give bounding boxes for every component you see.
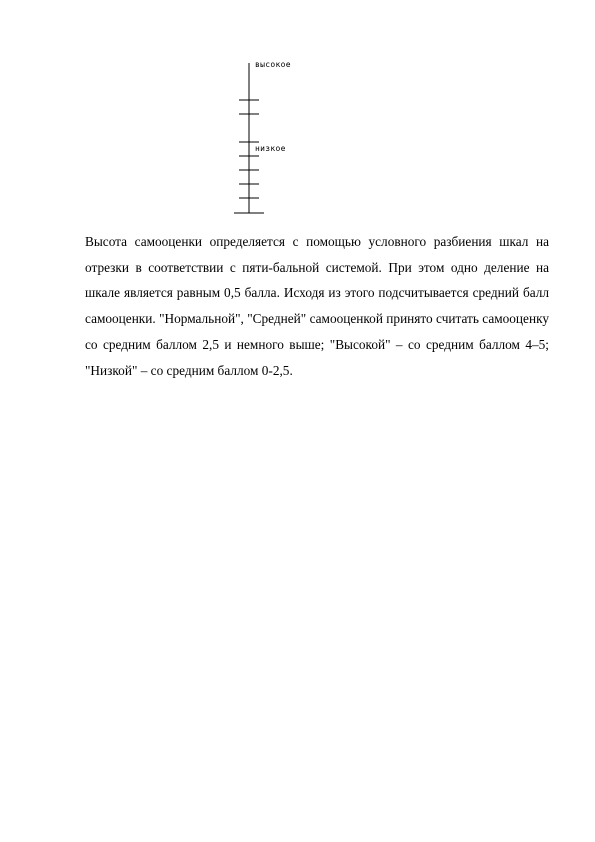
scale-label-high: высокое <box>255 60 291 69</box>
body-paragraph: Высота самооценки определяется с помощью условного разбиения шкал на отрезки в соответствии с пяти-бальной системой. При этом одно деление на шкале является равным 0,5 балла. Исходя из этого подсчитывается средний балл самооценки. "Нормальной", "Средней" самооценкой принято считать самооценку со средним баллом 2,5 и немного выше; "Высокой" – со средним баллом 4–5; "Низкой" – со средним баллом 0-2,5. <box>85 234 549 378</box>
scale-label-low: низкое <box>255 144 286 153</box>
scale-axis <box>0 0 595 230</box>
self-esteem-scale <box>0 0 595 230</box>
